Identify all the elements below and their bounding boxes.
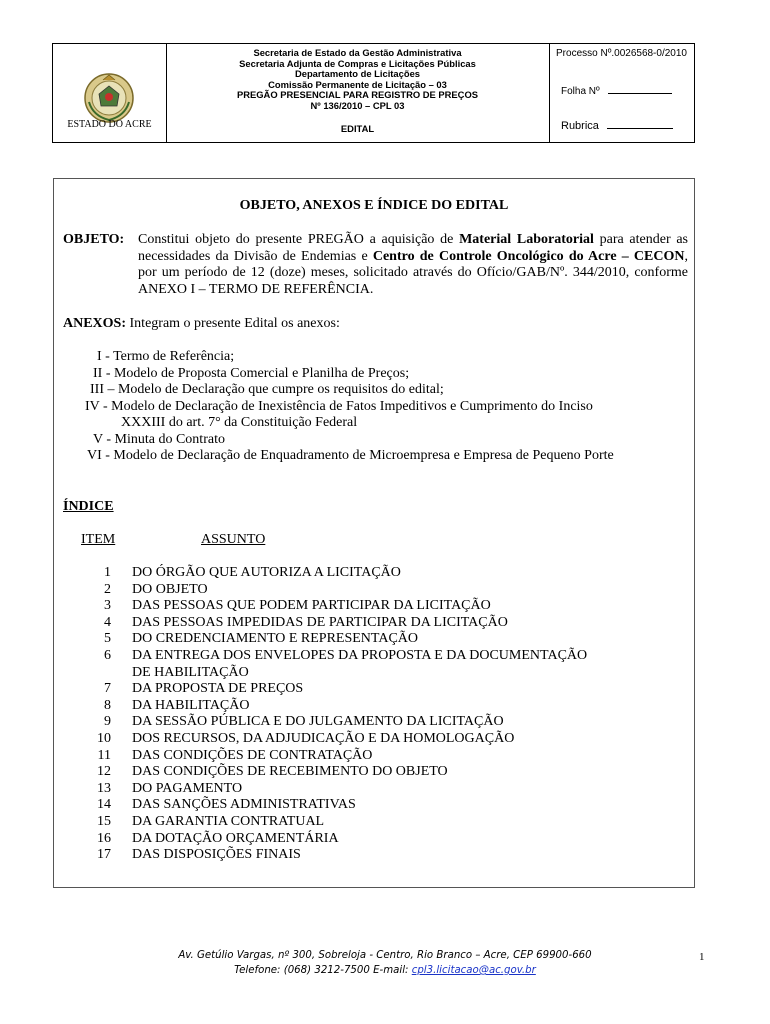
header-line: Secretaria de Estado da Gestão Administrativa — [253, 47, 462, 58]
anexo-item: III – Modelo de Declaração que cumpre os requisitos do edital; — [90, 382, 444, 397]
anexo-item: II - Modelo de Proposta Comercial e Planilha de Preços; — [93, 365, 410, 381]
folha-blank — [608, 85, 672, 94]
rubrica-blank — [607, 120, 673, 129]
anexo-item: VI - Modelo de Declaração de Enquadramento de Microempresa e Empresa de Pequeno Porte — [87, 448, 614, 463]
index-item-title: DA SESSÃO PÚBLICA E DO JULGAMENTO DA LICITAÇÃO — [132, 714, 504, 730]
objeto-text — [138, 232, 688, 298]
header-line: PREGÃO PRESENCIAL PARA REGISTRO DE PREÇOS — [236, 89, 478, 101]
index-item-title: DAS PESSOAS IMPEDIDAS DE PARTICIPAR DA LICITAÇÃO — [132, 614, 508, 630]
folha-field — [561, 85, 672, 97]
process-number: Processo Nº.0026568-0/2010 — [556, 48, 687, 59]
index-item-number: 11 — [97, 747, 111, 763]
anexo-item: XXXIII do art. 7° da Constituição Federal — [121, 415, 358, 430]
page-number: 1 — [699, 951, 705, 963]
index-item-number: 3 — [104, 598, 111, 614]
objeto-bold: Centro de Controle Oncológico do Acre – CECON — [372, 248, 685, 264]
email-link[interactable]: cpl3.licitacao@ac.gov.br — [411, 965, 536, 976]
index-item-title: DO ÓRGÃO QUE AUTORIZA A LICITAÇÃO — [132, 565, 401, 580]
index-item-number: 14 — [97, 797, 111, 813]
index-item-title: DA PROPOSTA DE PREÇOS — [132, 681, 304, 697]
index-item-number: 15 — [97, 814, 111, 829]
objeto-bold: Material Laboratorial — [459, 232, 594, 247]
index-item-title: DAS CONDIÇÕES DE CONTRATAÇÃO — [132, 747, 373, 763]
anexo-item: V - Minuta do Contrato — [93, 431, 225, 447]
index-item-title: DA HABILITAÇÃO — [132, 697, 250, 713]
footer-contact — [0, 965, 770, 976]
anexo-item: I - Termo de Referência; — [97, 349, 235, 364]
state-seal-icon — [83, 72, 135, 124]
anexo-item: IV - Modelo de Declaração de Inexistência de Fatos Impeditivos e Cumprimento do Inciso — [85, 398, 593, 414]
index-item-title: DAS SANÇÕES ADMINISTRATIVAS — [132, 797, 356, 813]
objeto-label — [63, 232, 124, 249]
index-item-number: 8 — [104, 697, 111, 713]
header-line: Nº 136/2010 – CPL 03 — [310, 99, 405, 111]
footer-address: Av. Getúlio Vargas, nº 300, Sobreloja - Centro, Rio Branco – Acre, CEP 69900-660 — [178, 950, 592, 961]
col-assunto-header: ASSUNTO — [201, 532, 266, 547]
index-item-title: DOS RECURSOS, DA ADJUDICAÇÃO E DA HOMOLOGAÇÃO — [132, 731, 515, 746]
header-lines — [166, 48, 549, 112]
document-header — [52, 43, 695, 143]
index-item-title: DA GARANTIA CONTRATUAL — [132, 814, 325, 829]
index-item-number: 16 — [97, 830, 111, 846]
index-item-number: 12 — [97, 764, 111, 780]
header-line: Departamento de Licitações — [294, 68, 421, 80]
index-item-number: 7 — [104, 681, 111, 697]
index-item-number: 17 — [97, 847, 111, 863]
anexos-intro-text: Integram o presente Edital os anexos: — [126, 316, 340, 331]
header-process-cell — [549, 44, 694, 142]
index-item-number: 9 — [104, 714, 111, 730]
rubrica-field — [561, 120, 673, 132]
index-item-title: DO PAGAMENTO — [132, 780, 243, 796]
index-item-title: DAS CONDIÇÕES DE RECEBIMENTO DO OBJETO — [132, 764, 448, 780]
folha-label: Folha Nº — [561, 86, 600, 97]
index-item-title: DA DOTAÇÃO ORÇAMENTÁRIA — [132, 830, 339, 846]
state-label: ESTADO DO ACRE — [67, 119, 152, 130]
objeto-part: para atender as necessidades da Divisão de Endemias e — [138, 232, 689, 264]
objeto-part: Constitui objeto do presente PREGÃO a aquisição de — [138, 232, 460, 247]
header-line: Comissão Permanente de Licitação – 03 — [268, 78, 447, 90]
index-item-number: 10 — [97, 731, 111, 746]
header-line: Secretaria Adjunta de Compras e Licitações Públicas — [239, 57, 476, 69]
index-item-title: DO CREDENCIAMENTO E REPRESENTAÇÃO — [132, 631, 419, 647]
index-item-title: DE HABILITAÇÃO — [132, 664, 249, 680]
index-item-number: 4 — [104, 614, 111, 630]
header-title-cell — [166, 44, 550, 142]
objeto-label-text: OBJETO: — [63, 232, 125, 247]
index-item-number: 1 — [104, 565, 111, 580]
index-item-number: 5 — [104, 631, 111, 647]
index-item-title: DA ENTREGA DOS ENVELOPES DA PROPOSTA E DA DOCUMENTAÇÃO — [132, 648, 588, 663]
header-seal-cell — [53, 44, 167, 142]
rubrica-label: Rubrica — [561, 120, 599, 132]
index-item-title: DAS PESSOAS QUE PODEM PARTICIPAR DA LICITAÇÃO — [132, 598, 491, 614]
content-box — [53, 178, 695, 888]
index-item-title: DAS DISPOSIÇÕES FINAIS — [132, 847, 301, 863]
col-item-header: ITEM — [81, 532, 116, 547]
anexos-label: ANEXOS: — [63, 316, 127, 331]
footer-phone: Telefone: (068) 3212-7500 E-mail: — [234, 965, 412, 976]
anexos-intro — [63, 316, 340, 333]
index-item-title: DO OBJETO — [132, 581, 208, 597]
section-title: OBJETO, ANEXOS E ÍNDICE DO EDITAL — [239, 198, 509, 213]
objeto-part: , por um período de 12 (doze) meses, solicitado através do Ofício/GAB/Nº. 344/2010 — [138, 248, 688, 280]
index-item-number: 6 — [104, 648, 111, 663]
index-item-number: 2 — [104, 581, 111, 597]
objeto-part: , conforme ANEXO I – TERMO DE REFERÊNCIA. — [138, 265, 688, 297]
indice-heading: ÍNDICE — [63, 499, 114, 514]
edital-label: EDITAL — [340, 123, 375, 134]
index-item-number: 13 — [97, 780, 111, 796]
